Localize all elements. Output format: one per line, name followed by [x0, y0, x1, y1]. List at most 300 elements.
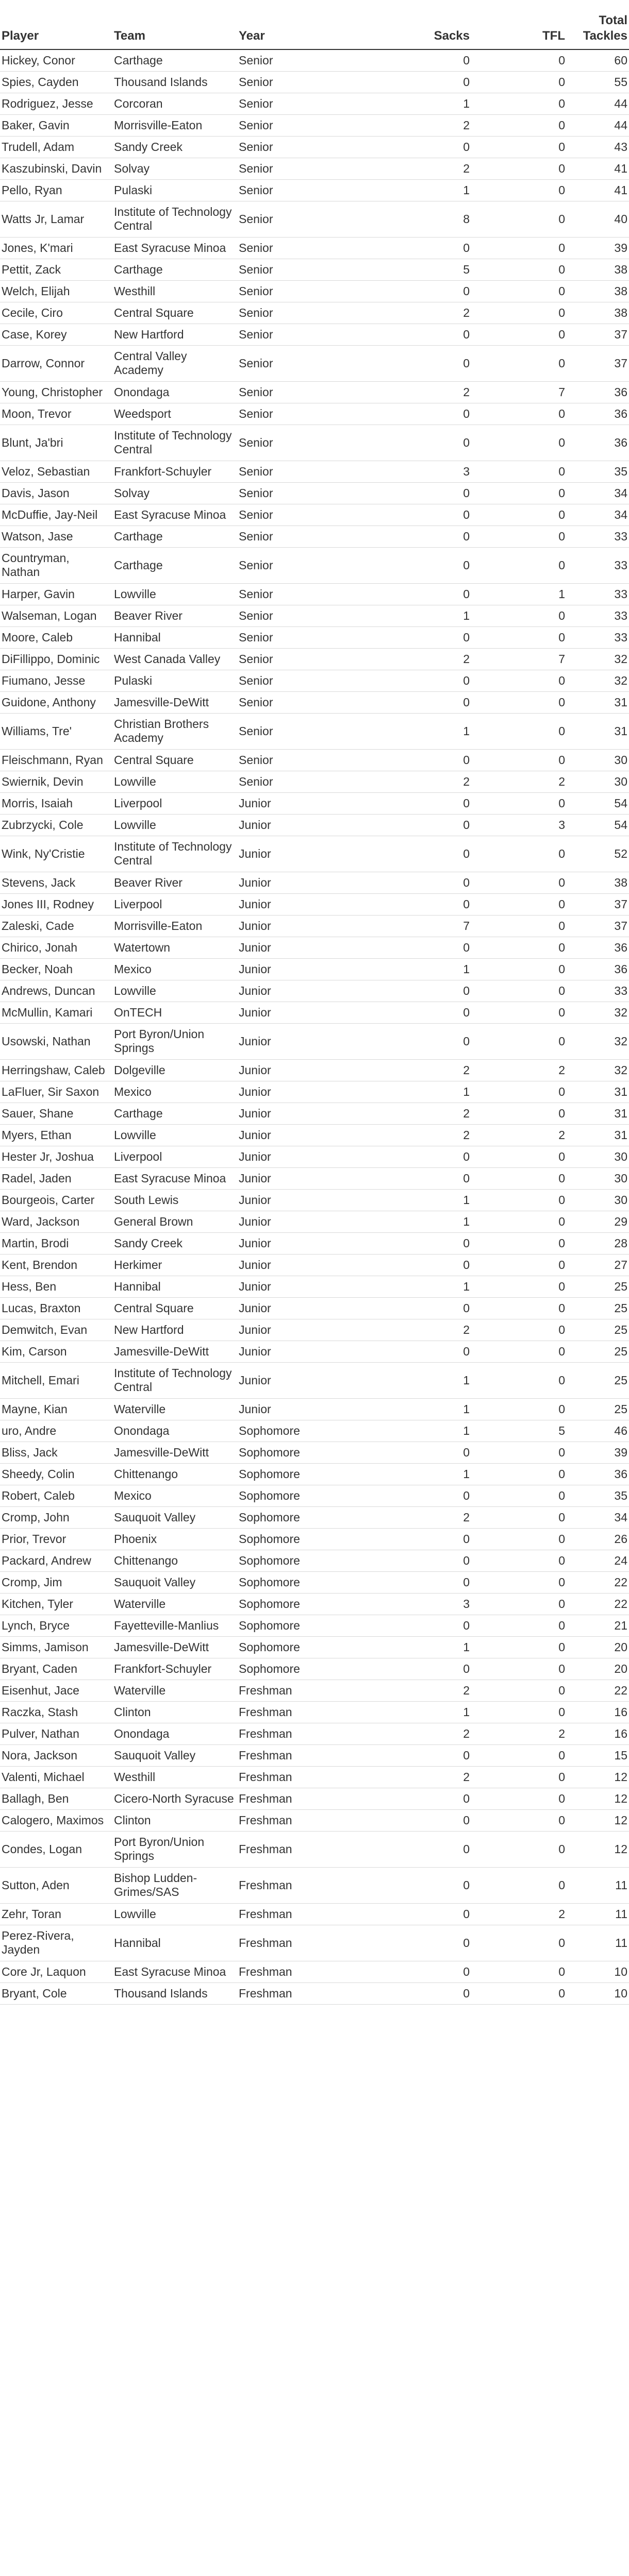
sacks-cell: 2 [367, 114, 471, 136]
player-cell: Trudell, Adam [0, 136, 112, 158]
team-cell: Pulaski [112, 670, 237, 691]
player-cell: Watts Jr, Lamar [0, 201, 112, 237]
total-tackles-cell: 28 [567, 1232, 629, 1254]
tfl-cell: 0 [471, 1023, 567, 1059]
team-cell: Thousand Islands [112, 1982, 237, 2004]
tfl-cell: 0 [471, 403, 567, 425]
tfl-cell: 0 [471, 937, 567, 958]
tfl-cell: 0 [471, 1398, 567, 1420]
table-row [0, 1463, 629, 1485]
table-row [0, 958, 629, 980]
sacks-cell: 0 [367, 237, 471, 259]
tfl-cell: 0 [471, 749, 567, 771]
sacks-cell: 0 [367, 1297, 471, 1319]
year-cell: Senior [237, 302, 367, 324]
team-cell: Sandy Creek [112, 136, 237, 158]
year-cell: Senior [237, 345, 367, 381]
team-cell: Lowville [112, 1124, 237, 1146]
total-tackles-cell: 10 [567, 1961, 629, 1982]
table-row [0, 526, 629, 547]
column-header-tfl[interactable]: TFL [471, 0, 567, 49]
total-tackles-cell: 32 [567, 670, 629, 691]
year-cell: Senior [237, 381, 367, 403]
total-tackles-cell: 60 [567, 49, 629, 71]
sacks-cell: 0 [367, 691, 471, 713]
total-tackles-cell: 25 [567, 1297, 629, 1319]
team-cell: Waterville [112, 1680, 237, 1701]
player-cell: Mitchell, Emari [0, 1362, 112, 1398]
year-cell: Junior [237, 1002, 367, 1023]
sacks-cell: 1 [367, 1276, 471, 1297]
player-cell: Darrow, Connor [0, 345, 112, 381]
team-cell: East Syracuse Minoa [112, 237, 237, 259]
team-cell: Solvay [112, 482, 237, 504]
sacks-cell: 2 [367, 1059, 471, 1081]
year-cell: Freshman [237, 1961, 367, 1982]
table-row [0, 1276, 629, 1297]
tfl-cell: 0 [471, 1442, 567, 1463]
total-tackles-cell: 32 [567, 1002, 629, 1023]
sacks-cell: 0 [367, 136, 471, 158]
team-cell: Port Byron/Union Springs [112, 1023, 237, 1059]
tfl-cell: 0 [471, 1744, 567, 1766]
player-cell: Core Jr, Laquon [0, 1961, 112, 1982]
sacks-cell: 0 [367, 1658, 471, 1680]
sacks-cell: 0 [367, 49, 471, 71]
total-tackles-cell: 33 [567, 583, 629, 605]
column-header-total-tackles[interactable]: Total Tackles [567, 0, 629, 49]
year-cell: Junior [237, 958, 367, 980]
total-tackles-cell: 25 [567, 1362, 629, 1398]
tfl-cell: 0 [471, 1615, 567, 1636]
year-cell: Senior [237, 461, 367, 482]
player-cell: Cromp, John [0, 1506, 112, 1528]
sacks-cell: 2 [367, 1124, 471, 1146]
total-tackles-cell: 30 [567, 1167, 629, 1189]
table-row [0, 547, 629, 583]
team-cell: Morrisville-Eaton [112, 114, 237, 136]
total-tackles-cell: 16 [567, 1701, 629, 1723]
player-cell: Pulver, Nathan [0, 1723, 112, 1744]
player-cell: Case, Korey [0, 324, 112, 345]
tfl-cell: 0 [471, 114, 567, 136]
player-cell: Andrews, Duncan [0, 980, 112, 1002]
player-cell: Martin, Brodi [0, 1232, 112, 1254]
year-cell: Senior [237, 93, 367, 114]
total-tackles-cell: 25 [567, 1319, 629, 1341]
team-cell: West Canada Valley [112, 648, 237, 670]
sacks-cell: 3 [367, 461, 471, 482]
player-cell: Jones, K'mari [0, 237, 112, 259]
tfl-cell: 0 [471, 158, 567, 179]
player-cell: Cecile, Ciro [0, 302, 112, 324]
tfl-cell: 0 [471, 1925, 567, 1961]
table-row [0, 1023, 629, 1059]
player-cell: Fiumano, Jesse [0, 670, 112, 691]
year-cell: Senior [237, 526, 367, 547]
table-row [0, 1420, 629, 1442]
tfl-cell: 0 [471, 670, 567, 691]
tfl-cell: 0 [471, 1506, 567, 1528]
tfl-cell: 5 [471, 1420, 567, 1442]
year-cell: Senior [237, 670, 367, 691]
tfl-cell: 0 [471, 1463, 567, 1485]
total-tackles-cell: 37 [567, 345, 629, 381]
sacks-cell: 0 [367, 1903, 471, 1925]
table-row [0, 1254, 629, 1276]
player-cell: Usowski, Nathan [0, 1023, 112, 1059]
player-cell: Harper, Gavin [0, 583, 112, 605]
team-cell: Frankfort-Schuyler [112, 1658, 237, 1680]
team-cell: Central Valley Academy [112, 345, 237, 381]
team-cell: Watertown [112, 937, 237, 958]
sacks-cell: 0 [367, 583, 471, 605]
tfl-cell: 0 [471, 1571, 567, 1593]
tfl-cell: 0 [471, 626, 567, 648]
table-row [0, 1167, 629, 1189]
total-tackles-cell: 38 [567, 280, 629, 302]
sacks-cell: 1 [367, 1081, 471, 1103]
player-cell: Condes, Logan [0, 1831, 112, 1867]
table-row [0, 1232, 629, 1254]
total-tackles-cell: 27 [567, 1254, 629, 1276]
sacks-cell: 1 [367, 179, 471, 201]
player-cell: McDuffie, Jay-Neil [0, 504, 112, 526]
team-cell: Institute of Technology Central [112, 1362, 237, 1398]
total-tackles-cell: 20 [567, 1636, 629, 1658]
table-row [0, 792, 629, 814]
tfl-cell: 0 [471, 526, 567, 547]
player-cell: Fleischmann, Ryan [0, 749, 112, 771]
total-tackles-cell: 33 [567, 526, 629, 547]
table-row [0, 1636, 629, 1658]
year-cell: Junior [237, 1103, 367, 1124]
player-cell: Veloz, Sebastian [0, 461, 112, 482]
year-cell: Freshman [237, 1788, 367, 1809]
total-tackles-cell: 12 [567, 1809, 629, 1831]
player-cell: Simms, Jamison [0, 1636, 112, 1658]
sacks-cell: 1 [367, 1362, 471, 1398]
player-cell: Eisenhut, Jace [0, 1680, 112, 1701]
table-row [0, 1442, 629, 1463]
total-tackles-cell: 15 [567, 1744, 629, 1766]
team-cell: Hannibal [112, 1925, 237, 1961]
team-cell: Westhill [112, 1766, 237, 1788]
sacks-cell: 1 [367, 1701, 471, 1723]
tfl-cell: 0 [471, 425, 567, 461]
player-cell: Sauer, Shane [0, 1103, 112, 1124]
total-tackles-cell: 37 [567, 893, 629, 915]
tfl-cell: 0 [471, 792, 567, 814]
team-cell: Sandy Creek [112, 1232, 237, 1254]
total-tackles-cell: 32 [567, 1023, 629, 1059]
team-cell: Christian Brothers Academy [112, 713, 237, 749]
total-tackles-cell: 34 [567, 482, 629, 504]
year-cell: Senior [237, 749, 367, 771]
tfl-cell: 0 [471, 179, 567, 201]
total-tackles-cell: 55 [567, 71, 629, 93]
tfl-cell: 0 [471, 1636, 567, 1658]
year-cell: Senior [237, 114, 367, 136]
table-row [0, 158, 629, 179]
table-row [0, 1146, 629, 1167]
table-row [0, 1362, 629, 1398]
table-row [0, 1615, 629, 1636]
table-row [0, 915, 629, 937]
total-tackles-cell: 32 [567, 1059, 629, 1081]
team-cell: Dolgeville [112, 1059, 237, 1081]
total-tackles-cell: 54 [567, 814, 629, 836]
team-cell: Jamesville-DeWitt [112, 1341, 237, 1362]
team-cell: Carthage [112, 1103, 237, 1124]
sacks-cell: 0 [367, 792, 471, 814]
sacks-cell: 1 [367, 1463, 471, 1485]
table-row [0, 381, 629, 403]
total-tackles-cell: 54 [567, 792, 629, 814]
table-row [0, 1124, 629, 1146]
total-tackles-cell: 11 [567, 1867, 629, 1903]
player-cell: Robert, Caleb [0, 1485, 112, 1506]
team-cell: Lowville [112, 583, 237, 605]
sacks-cell: 0 [367, 814, 471, 836]
total-tackles-cell: 36 [567, 937, 629, 958]
table-row [0, 403, 629, 425]
total-tackles-cell: 21 [567, 1615, 629, 1636]
year-cell: Freshman [237, 1903, 367, 1925]
sacks-cell: 2 [367, 1506, 471, 1528]
year-cell: Junior [237, 872, 367, 893]
player-cell: Blunt, Ja'bri [0, 425, 112, 461]
player-cell: Kim, Carson [0, 1341, 112, 1362]
year-cell: Senior [237, 201, 367, 237]
total-tackles-cell: 16 [567, 1723, 629, 1744]
year-cell: Junior [237, 1398, 367, 1420]
tfl-cell: 2 [471, 1723, 567, 1744]
sacks-cell: 1 [367, 1398, 471, 1420]
tfl-cell: 0 [471, 93, 567, 114]
player-cell: Herringshaw, Caleb [0, 1059, 112, 1081]
player-cell: Lucas, Braxton [0, 1297, 112, 1319]
total-tackles-cell: 36 [567, 381, 629, 403]
total-tackles-cell: 20 [567, 1658, 629, 1680]
total-tackles-cell: 33 [567, 547, 629, 583]
year-cell: Junior [237, 1211, 367, 1232]
year-cell: Freshman [237, 1701, 367, 1723]
sacks-cell: 0 [367, 1341, 471, 1362]
sacks-cell: 0 [367, 1550, 471, 1571]
total-tackles-cell: 25 [567, 1398, 629, 1420]
table-row [0, 324, 629, 345]
total-tackles-cell: 31 [567, 1124, 629, 1146]
sacks-cell: 1 [367, 713, 471, 749]
table-row [0, 1398, 629, 1420]
year-cell: Senior [237, 626, 367, 648]
sacks-cell: 2 [367, 381, 471, 403]
team-cell: East Syracuse Minoa [112, 1961, 237, 1982]
total-tackles-cell: 31 [567, 1103, 629, 1124]
tfl-cell: 0 [471, 1146, 567, 1167]
team-cell: Beaver River [112, 872, 237, 893]
column-header-player[interactable]: Player [0, 0, 112, 49]
team-cell: East Syracuse Minoa [112, 1167, 237, 1189]
sacks-cell: 0 [367, 1788, 471, 1809]
tfl-cell: 0 [471, 713, 567, 749]
year-cell: Junior [237, 1362, 367, 1398]
total-tackles-cell: 37 [567, 915, 629, 937]
tfl-cell: 0 [471, 1982, 567, 2004]
tfl-cell: 0 [471, 1485, 567, 1506]
tfl-cell: 0 [471, 1701, 567, 1723]
sacks-cell: 0 [367, 1571, 471, 1593]
team-cell: Chittenango [112, 1463, 237, 1485]
year-cell: Junior [237, 915, 367, 937]
sacks-cell: 0 [367, 836, 471, 872]
year-cell: Senior [237, 547, 367, 583]
total-tackles-cell: 41 [567, 179, 629, 201]
tfl-cell: 0 [471, 1103, 567, 1124]
table-row [0, 1506, 629, 1528]
total-tackles-cell: 22 [567, 1571, 629, 1593]
sacks-cell: 0 [367, 980, 471, 1002]
player-cell: Countryman, Nathan [0, 547, 112, 583]
tfl-cell: 0 [471, 980, 567, 1002]
team-cell: Central Square [112, 749, 237, 771]
player-cell: Bryant, Cole [0, 1982, 112, 2004]
player-cell: Bourgeois, Carter [0, 1189, 112, 1211]
table-row [0, 136, 629, 158]
total-tackles-cell: 34 [567, 504, 629, 526]
team-cell: Hannibal [112, 626, 237, 648]
table-row [0, 461, 629, 482]
year-cell: Senior [237, 324, 367, 345]
header-row [0, 0, 629, 49]
tfl-cell: 1 [471, 583, 567, 605]
tfl-cell: 0 [471, 1297, 567, 1319]
player-cell: Chirico, Jonah [0, 937, 112, 958]
table-row [0, 1211, 629, 1232]
table-row [0, 1658, 629, 1680]
year-cell: Junior [237, 1059, 367, 1081]
total-tackles-cell: 38 [567, 259, 629, 280]
player-cell: Zaleski, Cade [0, 915, 112, 937]
team-cell: Liverpool [112, 1146, 237, 1167]
player-cell: Spies, Cayden [0, 71, 112, 93]
year-cell: Junior [237, 893, 367, 915]
player-cell: Sheedy, Colin [0, 1463, 112, 1485]
total-tackles-cell: 30 [567, 1189, 629, 1211]
team-cell: Solvay [112, 158, 237, 179]
team-cell: Herkimer [112, 1254, 237, 1276]
year-cell: Senior [237, 771, 367, 792]
player-cell: Ward, Jackson [0, 1211, 112, 1232]
table-row [0, 937, 629, 958]
year-cell: Sophomore [237, 1442, 367, 1463]
year-cell: Junior [237, 792, 367, 814]
year-cell: Senior [237, 280, 367, 302]
team-cell: Liverpool [112, 792, 237, 814]
total-tackles-cell: 22 [567, 1593, 629, 1615]
table-body [0, 49, 629, 2004]
table-row [0, 670, 629, 691]
year-cell: Senior [237, 71, 367, 93]
table-row [0, 1680, 629, 1701]
tfl-cell: 0 [471, 1680, 567, 1701]
sacks-cell: 0 [367, 1442, 471, 1463]
total-tackles-cell: 33 [567, 605, 629, 626]
team-cell: Westhill [112, 280, 237, 302]
tfl-cell: 0 [471, 345, 567, 381]
table-row [0, 583, 629, 605]
team-cell: Waterville [112, 1593, 237, 1615]
tfl-cell: 0 [471, 1276, 567, 1297]
team-cell: Waterville [112, 1398, 237, 1420]
tfl-cell: 3 [471, 814, 567, 836]
player-cell: Rodriguez, Jesse [0, 93, 112, 114]
year-cell: Freshman [237, 1831, 367, 1867]
sacks-cell: 0 [367, 547, 471, 583]
table-row [0, 980, 629, 1002]
year-cell: Senior [237, 583, 367, 605]
tfl-cell: 0 [471, 1167, 567, 1189]
sacks-cell: 0 [367, 1961, 471, 1982]
column-header-sacks[interactable]: Sacks [367, 0, 471, 49]
tfl-cell: 0 [471, 1766, 567, 1788]
year-cell: Junior [237, 1276, 367, 1297]
table-row [0, 1189, 629, 1211]
team-cell: Hannibal [112, 1276, 237, 1297]
sacks-cell: 2 [367, 1766, 471, 1788]
team-cell: Sauquoit Valley [112, 1744, 237, 1766]
table-row [0, 1059, 629, 1081]
total-tackles-cell: 30 [567, 771, 629, 792]
team-cell: Corcoran [112, 93, 237, 114]
total-tackles-cell: 36 [567, 958, 629, 980]
column-header-year[interactable]: Year [237, 0, 367, 49]
table-row [0, 114, 629, 136]
tfl-cell: 0 [471, 1211, 567, 1232]
team-cell: South Lewis [112, 1189, 237, 1211]
tfl-cell: 0 [471, 259, 567, 280]
year-cell: Sophomore [237, 1485, 367, 1506]
tfl-cell: 0 [471, 136, 567, 158]
total-tackles-cell: 40 [567, 201, 629, 237]
total-tackles-cell: 31 [567, 691, 629, 713]
year-cell: Junior [237, 1167, 367, 1189]
player-cell: Hester Jr, Joshua [0, 1146, 112, 1167]
team-cell: Carthage [112, 259, 237, 280]
table-row [0, 71, 629, 93]
team-cell: New Hartford [112, 1319, 237, 1341]
tfl-cell: 0 [471, 280, 567, 302]
column-header-team[interactable]: Team [112, 0, 237, 49]
year-cell: Junior [237, 980, 367, 1002]
sacks-cell: 0 [367, 280, 471, 302]
table-row [0, 1961, 629, 1982]
team-cell: Sauquoit Valley [112, 1506, 237, 1528]
player-cell: Guidone, Anthony [0, 691, 112, 713]
table-row [0, 1002, 629, 1023]
tfl-cell: 0 [471, 1658, 567, 1680]
player-cell: Becker, Noah [0, 958, 112, 980]
sacks-cell: 2 [367, 648, 471, 670]
table-row [0, 749, 629, 771]
tfl-cell: 0 [471, 1867, 567, 1903]
sacks-cell: 0 [367, 1744, 471, 1766]
tfl-cell: 0 [471, 71, 567, 93]
sacks-cell: 7 [367, 915, 471, 937]
sacks-cell: 2 [367, 1680, 471, 1701]
total-tackles-cell: 39 [567, 237, 629, 259]
